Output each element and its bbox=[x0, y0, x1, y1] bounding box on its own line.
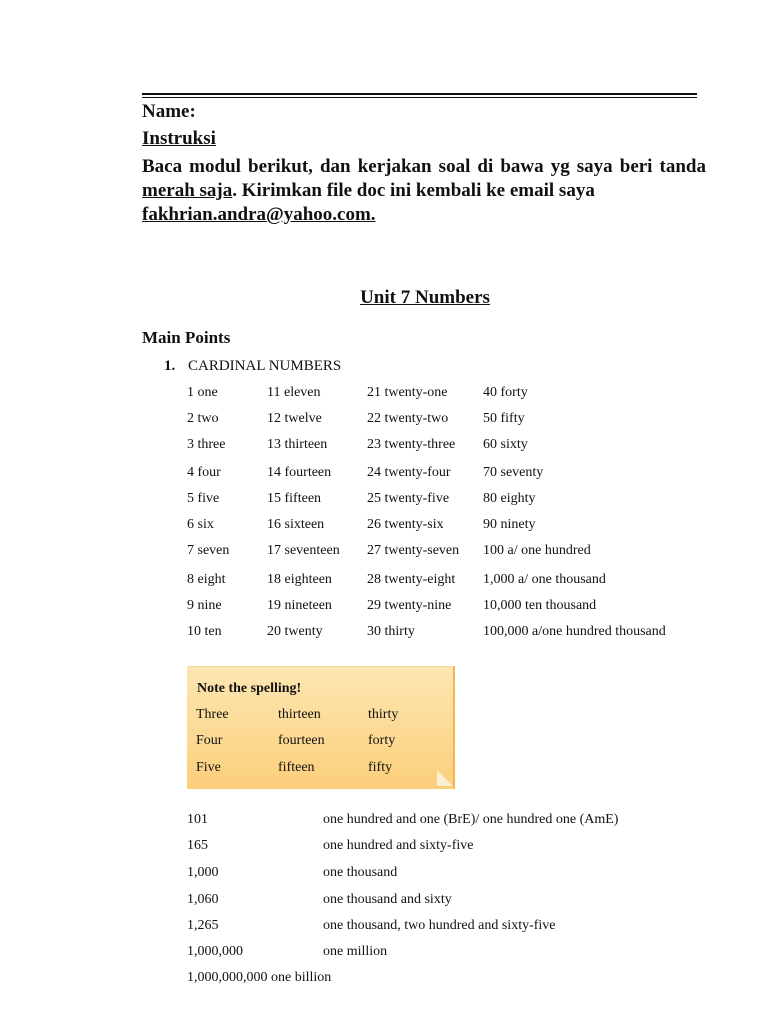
cardinal-cell: 4 four bbox=[187, 465, 221, 480]
cardinal-cell: 14 fourteen bbox=[267, 465, 332, 480]
large-number-value: 1,060 bbox=[187, 892, 219, 907]
email-link[interactable]: fakhrian.andra@yahoo.com. bbox=[142, 204, 376, 225]
cardinal-cell: 1,000 a/ one thousand bbox=[483, 572, 606, 587]
large-number-words: one hundred and one (BrE)/ one hundred one (AmE) bbox=[323, 812, 619, 827]
note-cell: Five bbox=[196, 760, 221, 775]
cardinal-cell: 7 seven bbox=[187, 543, 230, 558]
note-cell: Four bbox=[196, 733, 223, 748]
note-cell: forty bbox=[368, 733, 396, 748]
cardinal-cell: 26 twenty-six bbox=[367, 517, 444, 532]
large-number-value: 101 bbox=[187, 812, 208, 827]
cardinal-cell: 11 eleven bbox=[267, 385, 321, 400]
cardinal-cell: 100,000 a/one hundred thousand bbox=[483, 624, 666, 639]
cardinal-cell: 60 sixty bbox=[483, 437, 528, 452]
top-rule-2 bbox=[142, 97, 697, 98]
cardinal-cell: 50 fifty bbox=[483, 411, 525, 426]
cardinal-cell: 19 nineteen bbox=[267, 598, 332, 613]
cardinal-cell: 8 eight bbox=[187, 572, 226, 587]
cardinal-cell: 16 sixteen bbox=[267, 517, 325, 532]
note-cell: fourteen bbox=[278, 733, 325, 748]
instruction-underlined: merah saja bbox=[142, 180, 233, 201]
top-rule-1 bbox=[142, 93, 697, 95]
section-number: 1. bbox=[164, 358, 176, 374]
cardinal-cell: 9 nine bbox=[187, 598, 222, 613]
cardinal-cell: 15 fifteen bbox=[267, 491, 322, 506]
cardinal-cell: 80 eighty bbox=[483, 491, 536, 506]
cardinal-cell: 29 twenty-nine bbox=[367, 598, 452, 613]
cardinal-cell: 13 thirteen bbox=[267, 437, 328, 452]
cardinal-cell: 1 one bbox=[187, 385, 218, 400]
note-title: Note the spelling! bbox=[197, 681, 302, 696]
large-number-value: 1,265 bbox=[187, 918, 219, 933]
cardinal-cell: 2 two bbox=[187, 411, 219, 426]
cardinal-cell: 18 eighteen bbox=[267, 572, 332, 587]
note-page-curl bbox=[437, 770, 453, 786]
large-number-value: 1,000 bbox=[187, 865, 219, 880]
cardinal-cell: 21 twenty-one bbox=[367, 385, 448, 400]
instruction-text-2: . Kirimkan file doc ini kembali ke email saya bbox=[232, 180, 595, 201]
cardinal-cell: 28 twenty-eight bbox=[367, 572, 456, 587]
large-number-value: 1,000,000 bbox=[187, 944, 243, 959]
cardinal-cell: 40 forty bbox=[483, 385, 528, 400]
instruction-paragraph bbox=[142, 155, 706, 227]
cardinal-cell: 90 ninety bbox=[483, 517, 536, 532]
cardinal-cell: 12 twelve bbox=[267, 411, 322, 426]
cardinal-cell: 10 ten bbox=[187, 624, 222, 639]
cardinal-cell: 25 twenty-five bbox=[367, 491, 450, 506]
cardinal-cell: 17 seventeen bbox=[267, 543, 340, 558]
cardinal-cell: 22 twenty-two bbox=[367, 411, 449, 426]
cardinal-cell: 24 twenty-four bbox=[367, 465, 451, 480]
name-label: Name: bbox=[142, 101, 196, 122]
cardinal-cell: 23 twenty-three bbox=[367, 437, 456, 452]
cardinal-cell: 30 thirty bbox=[367, 624, 415, 639]
billion-line: 1,000,000,000 one billion bbox=[187, 970, 332, 985]
cardinal-cell: 6 six bbox=[187, 517, 214, 532]
note-cell: thirty bbox=[368, 707, 399, 722]
cardinal-cell: 70 seventy bbox=[483, 465, 544, 480]
cardinal-cell: 5 five bbox=[187, 491, 220, 506]
main-points-heading: Main Points bbox=[142, 328, 231, 347]
spelling-note-box bbox=[187, 666, 455, 789]
cardinal-cell: 100 a/ one hundred bbox=[483, 543, 591, 558]
cardinal-cell: 3 three bbox=[187, 437, 226, 452]
cardinal-cell: 27 twenty-seven bbox=[367, 543, 460, 558]
note-cell: fifty bbox=[368, 760, 393, 775]
instruction-heading: Instruksi bbox=[142, 128, 216, 149]
large-number-words: one hundred and sixty-five bbox=[323, 838, 474, 853]
cardinal-cell: 10,000 ten thousand bbox=[483, 598, 597, 613]
large-number-words: one million bbox=[323, 944, 388, 959]
instruction-text-1: Baca modul berikut, dan kerjakan soal di bawa yg saya beri tanda bbox=[142, 156, 706, 177]
large-number-words: one thousand bbox=[323, 865, 398, 880]
large-number-words: one thousand and sixty bbox=[323, 892, 452, 907]
large-number-value: 165 bbox=[187, 838, 208, 853]
unit-title: Unit 7 Numbers bbox=[360, 287, 490, 308]
note-cell: Three bbox=[196, 707, 229, 722]
large-number-words: one thousand, two hundred and sixty-five bbox=[323, 918, 556, 933]
note-cell: thirteen bbox=[278, 707, 321, 722]
section-title: CARDINAL NUMBERS bbox=[188, 358, 342, 374]
note-cell: fifteen bbox=[278, 760, 315, 775]
cardinal-cell: 20 twenty bbox=[267, 624, 323, 639]
